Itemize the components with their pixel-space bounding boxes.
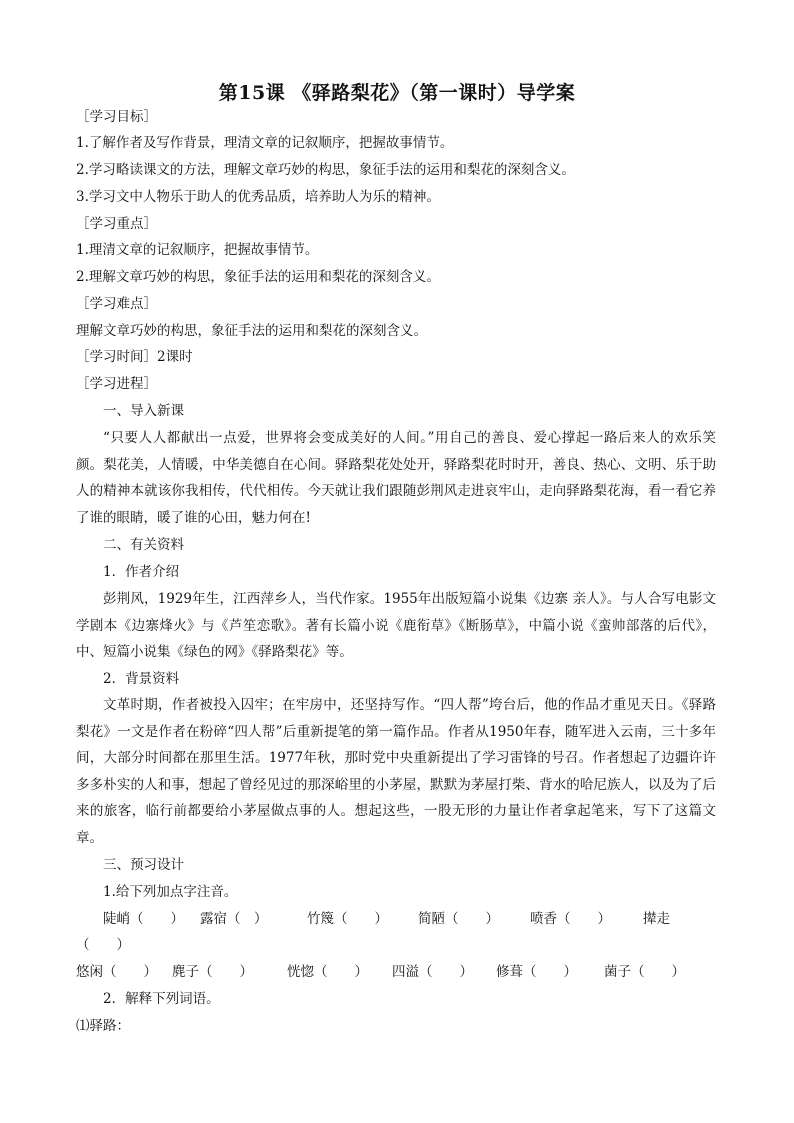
author-paragraph: 彭荆风，1929年生，江西萍乡人，当代作家。1955年出版短篇小说集《边寨 亲人》。与人合写电影文学剧本《边寨烽火》与《芦笙恋歌》。著有长篇小说《鹿衔草》《断肠草》，中篇小说《蛮帅部落的后代》，中、短篇小说集《绿色的网》《驿路梨花》等。 [76, 591, 716, 660]
subheading-background: 2．背景资料 [103, 671, 180, 687]
pinyin-item: 简陋（ ） [418, 911, 499, 927]
goal-item: 3.学习文中人物乐于助人的优秀品质，培养助人为乐的精神。 [76, 189, 440, 205]
pinyin-item: 喷香（ ） [530, 911, 611, 927]
section-heading-materials: 二、有关资料 [103, 537, 184, 553]
pinyin-item: 菌子（ ） [604, 964, 685, 980]
pinyin-item: 修葺（ ） [496, 964, 577, 980]
difficulty-text: 理解文章巧妙的构思，象征手法的运用和梨花的深刻含义。 [76, 323, 427, 339]
subheading-author: 1．作者介绍 [103, 564, 180, 580]
section-heading-preview: 三、预习设计 [103, 857, 184, 873]
question-pinyin-heading: 1.给下列加点字注音。 [103, 884, 238, 900]
pinyin-item: 撵走 [643, 911, 670, 927]
difficulty-heading: ［学习难点］ [76, 296, 157, 312]
pinyin-item: 恍惚（ ） [287, 964, 368, 980]
goal-item: 2.学习略读课文的方法，理解文章巧妙的构思，象征手法的运用和梨花的深刻含义。 [76, 162, 575, 178]
intro-paragraph: “只要人人都献出一点爱，世界将会变成美好的人间。”用自己的善良、爱心撑起一路后来人的欢乐笑颜。梨花美，人情暖，中华美德自在心间。驿路梨花处处开，驿路梨花时时开，善良、热心、文明、乐于助人的精神本就该你我相传，代代相传。今天就让我们跟随彭荆风走进哀牢山，走向驿路梨花海，看一看它养了谁的眼睛，暖了谁的心田，魅力何在! [76, 430, 716, 526]
process-heading: ［学习进程］ [76, 376, 157, 392]
pinyin-item: 四溢（ ） [392, 964, 473, 980]
question-define-heading: 2．解释下列词语。 [103, 991, 220, 1007]
key-point: 2.理解文章巧妙的构思，象征手法的运用和梨花的深刻含义。 [76, 269, 440, 285]
goal-item: 1.了解作者及写作背景，理清文章的记叙顺序，把握故事情节。 [76, 135, 454, 151]
pinyin-item-continued: （ ） [76, 937, 130, 953]
pinyin-item: 露宿（ ） [200, 911, 268, 927]
section-heading-intro: 一、导入新课 [103, 403, 184, 419]
define-item: ⑴驿路： [76, 1018, 130, 1034]
time-line: ［学习时间］2课时 [76, 349, 193, 365]
key-heading: ［学习重点］ [76, 216, 157, 232]
pinyin-row [0, 959, 794, 985]
pinyin-item: 陡峭（ ） [103, 911, 184, 927]
goals-heading: ［学习目标］ [76, 109, 157, 125]
pinyin-item: 悠闲（ ） [76, 964, 157, 980]
page-title: 第15课 《驿路梨花》（第一课时）导学案 [218, 82, 576, 104]
key-point: 1.理清文章的记叙顺序，把握故事情节。 [76, 242, 319, 258]
pinyin-row [0, 906, 794, 932]
pinyin-item: 竹篾（ ） [307, 911, 388, 927]
background-paragraph: 文革时期，作者被投入囚牢；在牢房中，还坚持写作。“四人帮”垮台后，他的作品才重见天日。《驿路梨花》一文是作者在粉碎“四人帮”后重新提笔的第一篇作品。作者从1950年春，随军进入云南，三十多年间，大部分时间都在那里生活。1977年秋，那时党中央重新提出了学习雷锋的号召。作者想起了边疆许许多多朴实的人和事，想起了曾经见过的那深峪里的小茅屋，默默为茅屋打柴、背水的哈尼族人，以及为了后来的旅客，临行前都要给小茅屋做点事的人。想起这些，一股无形的力量让作者拿起笔来，写下了这篇文章。 [76, 697, 716, 846]
pinyin-item: 麂子（ ） [172, 964, 253, 980]
